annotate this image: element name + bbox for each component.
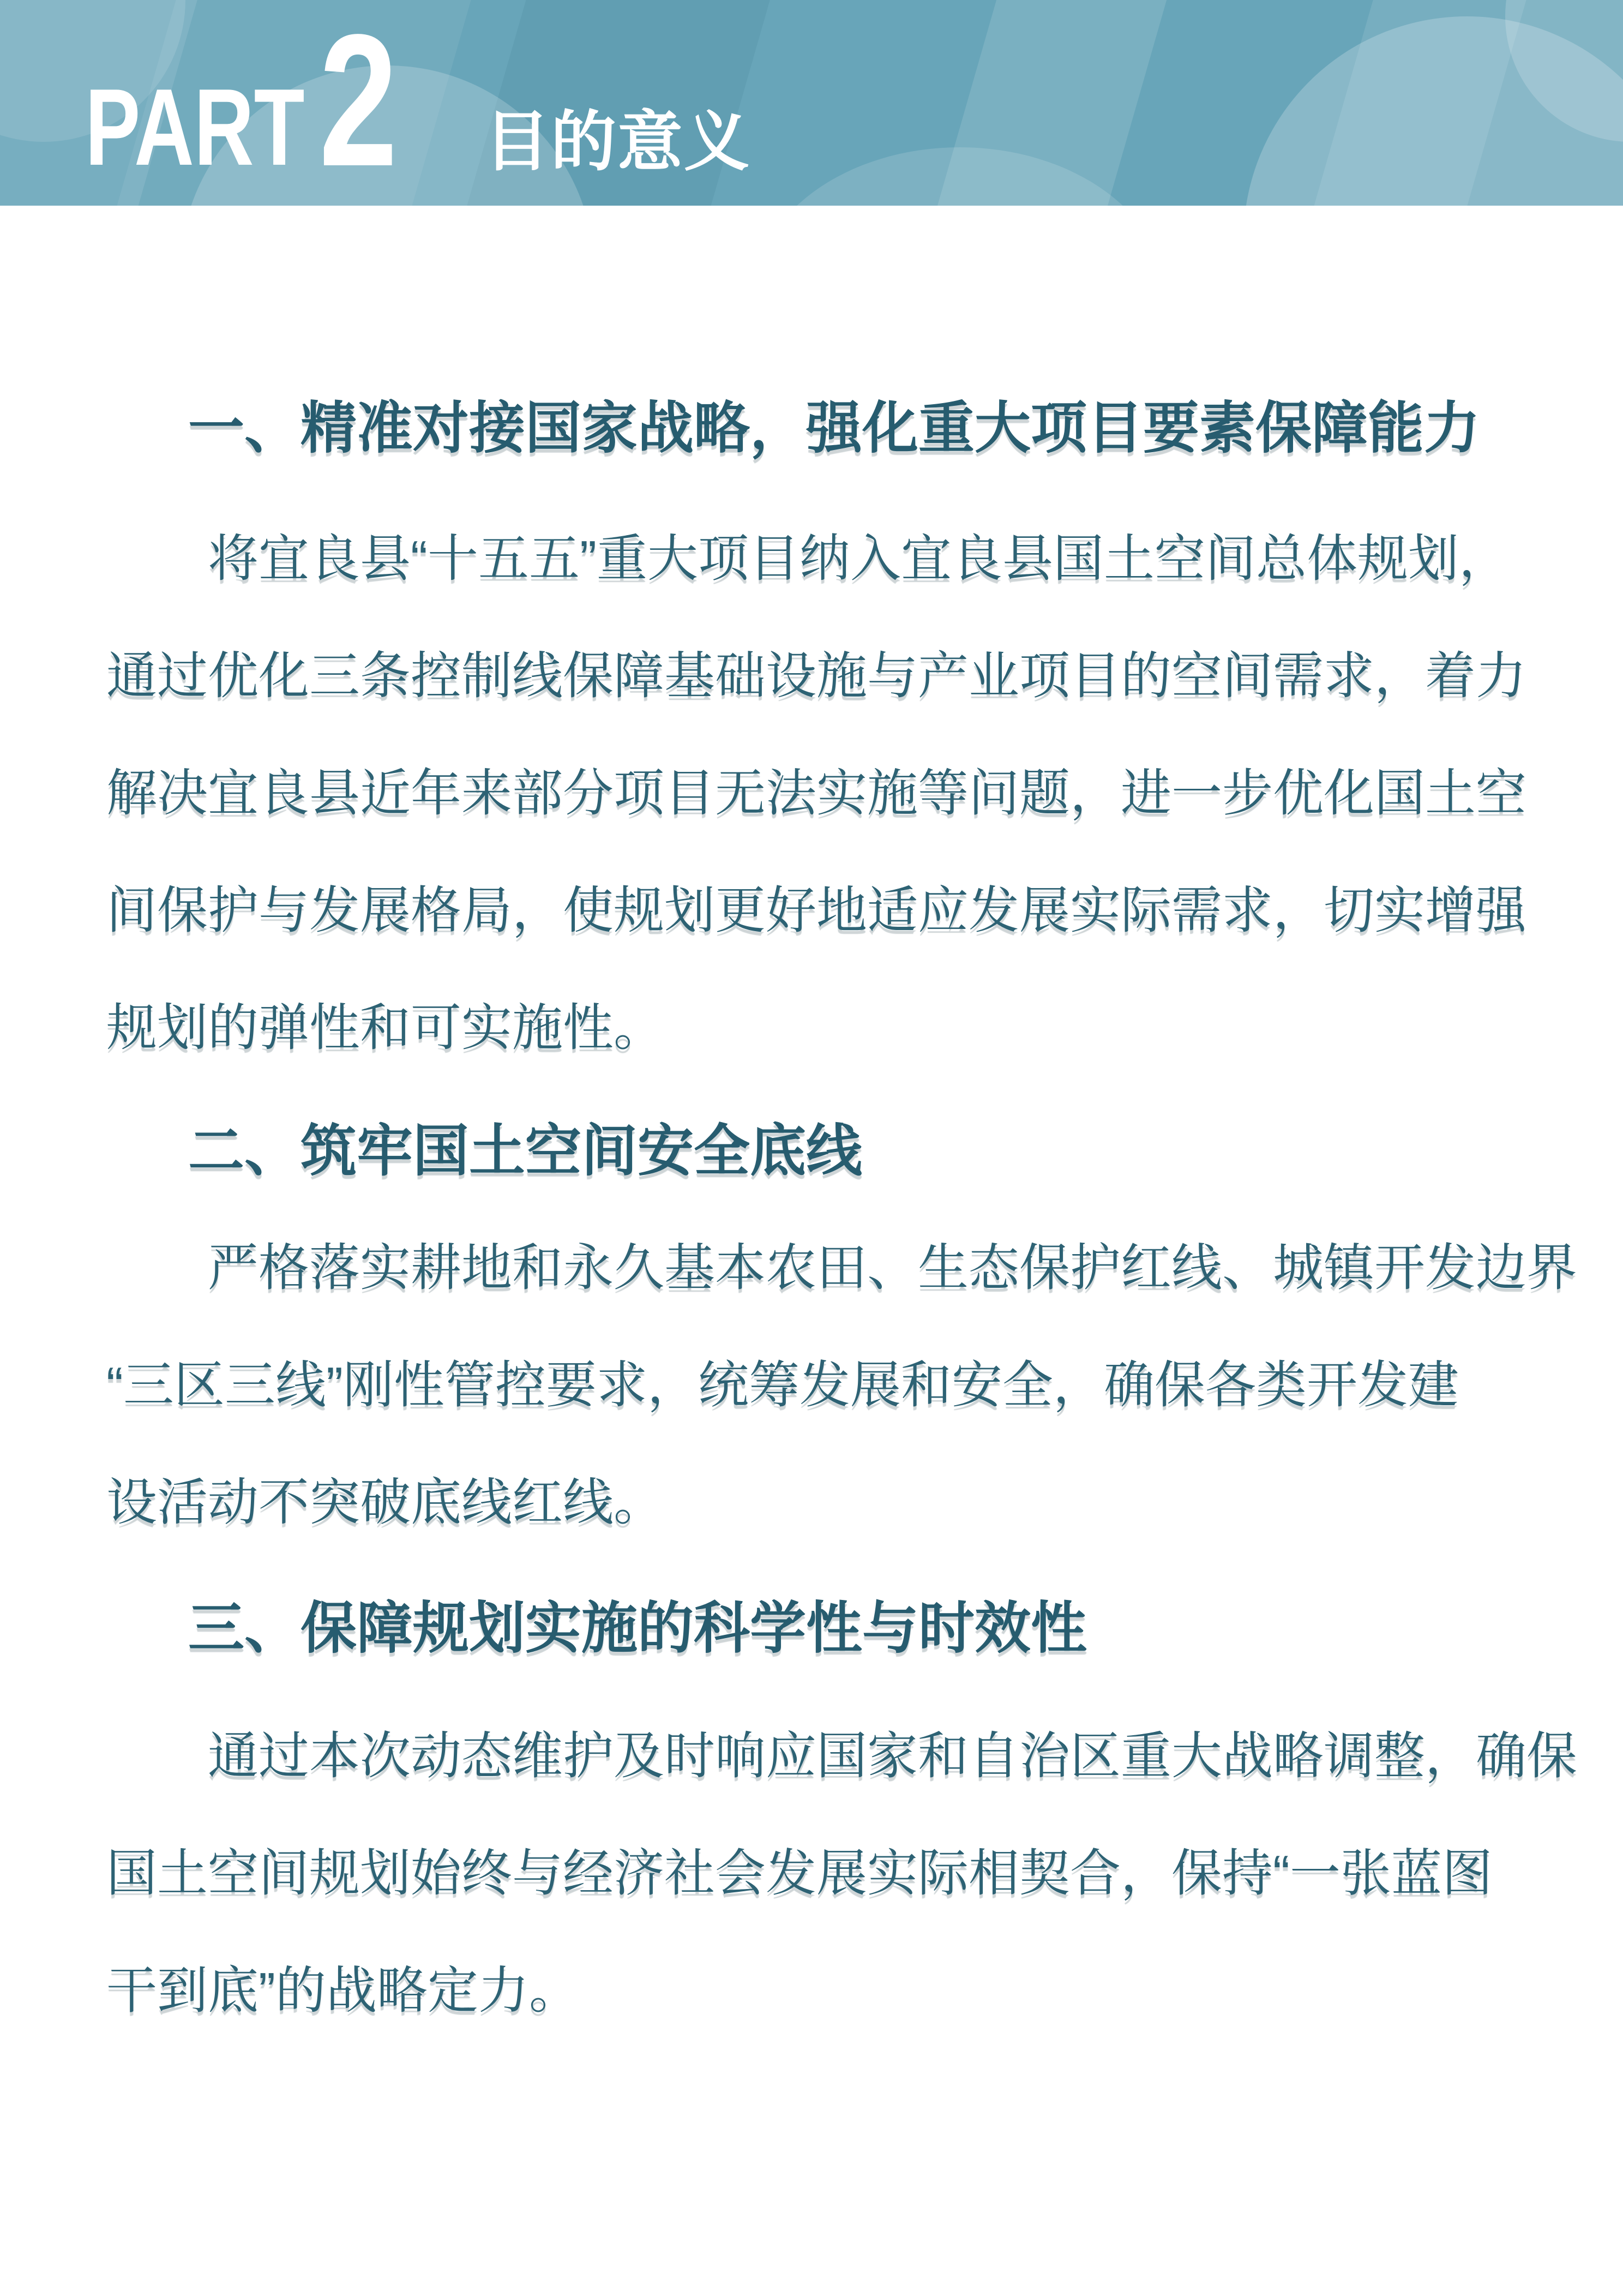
body-line: 国土空间规划始终与经济社会发展实际相契合，保持“一张蓝图: [106, 1845, 1493, 1902]
paragraph: [106, 1209, 1577, 1561]
section-3: [106, 1569, 1577, 2049]
paragraph: [106, 1698, 1577, 2049]
part-label: PART: [85, 67, 305, 188]
body-line: 解决宜良县近年来部分项目无法实施等问题，进一步优化国土空: [106, 765, 1526, 822]
body-line: 规划的弹性和可实施性。: [106, 999, 664, 1056]
banner-title: 目的意义: [484, 105, 750, 178]
document-body: [0, 206, 1623, 2049]
section-heading: 一、精准对接国家战略，强化重大项目要素保障能力: [188, 397, 1480, 459]
section-heading: 三、保障规划实施的科学性与时效性: [188, 1597, 1087, 1659]
body-line: 通过优化三条控制线保障基础设施与产业项目的空间需求，着力: [106, 648, 1526, 704]
body-line: 通过本次动态维护及时响应国家和自治区重大战略调整，确保: [208, 1728, 1577, 1784]
part-number: 2: [319, 0, 398, 206]
body-line: 将宜良县“十五五”重大项目纳入宜良县国土空间总体规划，: [208, 530, 1510, 587]
body-line: 设活动不突破底线红线。: [106, 1474, 664, 1531]
body-line: 严格落实耕地和永久基本农田、生态保护红线、城镇开发边界: [208, 1239, 1577, 1296]
body-line: 间保护与发展格局，使规划更好地适应发展实际需求，切实增强: [106, 882, 1526, 939]
paragraph: [106, 500, 1541, 1087]
body-line: “三区三线”刚性管控要求，统筹发展和安全，确保各类开发建: [106, 1357, 1459, 1413]
section-1: [106, 369, 1541, 1087]
section-heading: 二、筑牢国土空间安全底线: [188, 1119, 862, 1182]
section-2: [106, 1092, 1577, 1561]
section-banner: [0, 0, 1623, 206]
body-line: 干到底”的战略定力。: [106, 1962, 580, 2019]
